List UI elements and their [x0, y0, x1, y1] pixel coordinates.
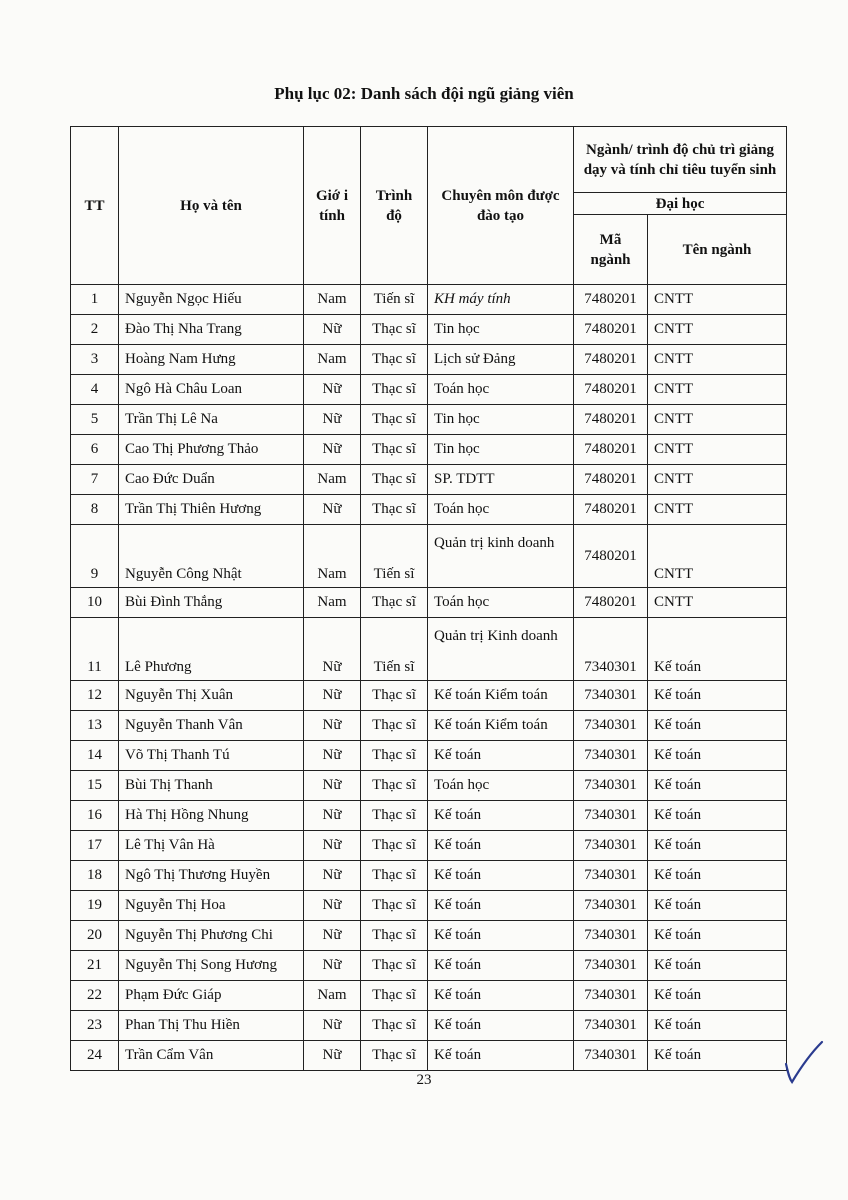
cell-level: Thạc sĩ: [361, 1011, 428, 1041]
cell-tt: 7: [71, 465, 119, 495]
cell-tt: 5: [71, 405, 119, 435]
cell-specialty: Kế toán Kiểm toán: [428, 681, 574, 711]
cell-specialty: Kế toán: [428, 981, 574, 1011]
cell-name: Nguyễn Công Nhật: [119, 525, 304, 588]
cell-major: CNTT: [648, 315, 787, 345]
cell-major: CNTT: [648, 588, 787, 618]
cell-code: 7480201: [574, 285, 648, 315]
header-gender: Giớ i tính: [304, 127, 361, 285]
cell-specialty: Tin học: [428, 315, 574, 345]
table-row: [71, 285, 787, 315]
cell-name: Hà Thị Hồng Nhung: [119, 801, 304, 831]
cell-specialty: Tin học: [428, 435, 574, 465]
cell-tt: 13: [71, 711, 119, 741]
cell-major: Kế toán: [648, 1011, 787, 1041]
cell-tt: 6: [71, 435, 119, 465]
cell-gender: Nữ: [304, 1041, 361, 1071]
cell-specialty: Kế toán: [428, 861, 574, 891]
table-row: [71, 891, 787, 921]
cell-code: 7340301: [574, 711, 648, 741]
cell-code: 7340301: [574, 891, 648, 921]
header-level: Trình độ: [361, 127, 428, 285]
cell-major: Kế toán: [648, 711, 787, 741]
cell-major: Kế toán: [648, 681, 787, 711]
cell-level: Thạc sĩ: [361, 801, 428, 831]
cell-specialty: Kế toán: [428, 1011, 574, 1041]
cell-gender: Nữ: [304, 951, 361, 981]
cell-level: Thạc sĩ: [361, 405, 428, 435]
cell-name: Lê Thị Vân Hà: [119, 831, 304, 861]
cell-major: Kế toán: [648, 921, 787, 951]
cell-specialty: Kế toán: [428, 831, 574, 861]
header-name: Họ và tên: [119, 127, 304, 285]
cell-code: 7480201: [574, 525, 648, 588]
cell-major: Kế toán: [648, 981, 787, 1011]
cell-gender: Nữ: [304, 741, 361, 771]
cell-name: Ngô Hà Châu Loan: [119, 375, 304, 405]
table-body: [71, 285, 787, 1071]
cell-specialty: KH máy tính: [428, 285, 574, 315]
cell-tt: 16: [71, 801, 119, 831]
cell-gender: Nữ: [304, 831, 361, 861]
cell-level: Thạc sĩ: [361, 315, 428, 345]
cell-tt: 22: [71, 981, 119, 1011]
header-group: Ngành/ trình độ chủ trì giảng dạy và tính chỉ tiêu tuyển sinh: [574, 127, 787, 193]
cell-level: Thạc sĩ: [361, 495, 428, 525]
cell-code: 7340301: [574, 951, 648, 981]
cell-gender: Nữ: [304, 495, 361, 525]
cell-tt: 1: [71, 285, 119, 315]
cell-specialty: Tin học: [428, 405, 574, 435]
cell-tt: 4: [71, 375, 119, 405]
cell-code: 7340301: [574, 801, 648, 831]
cell-level: Thạc sĩ: [361, 375, 428, 405]
cell-name: Phan Thị Thu Hiền: [119, 1011, 304, 1041]
table-row: [71, 711, 787, 741]
cell-code: 7340301: [574, 1011, 648, 1041]
table-row: [71, 435, 787, 465]
cell-code: 7340301: [574, 618, 648, 681]
table-row: [71, 921, 787, 951]
cell-name: Nguyễn Thị Xuân: [119, 681, 304, 711]
cell-gender: Nữ: [304, 921, 361, 951]
cell-name: Hoàng Nam Hưng: [119, 345, 304, 375]
cell-specialty: Toán học: [428, 375, 574, 405]
cell-tt: 14: [71, 741, 119, 771]
cell-specialty: Lịch sử Đảng: [428, 345, 574, 375]
table-row: [71, 681, 787, 711]
cell-major: Kế toán: [648, 741, 787, 771]
cell-tt: 23: [71, 1011, 119, 1041]
cell-gender: Nam: [304, 981, 361, 1011]
cell-level: Thạc sĩ: [361, 711, 428, 741]
cell-tt: 17: [71, 831, 119, 861]
cell-tt: 21: [71, 951, 119, 981]
cell-specialty: Quản trị kinh doanh: [428, 525, 574, 588]
cell-specialty: Quản trị Kinh doanh: [428, 618, 574, 681]
cell-major: Kế toán: [648, 618, 787, 681]
cell-level: Thạc sĩ: [361, 771, 428, 801]
cell-name: Nguyễn Thị Phương Chi: [119, 921, 304, 951]
cell-code: 7480201: [574, 405, 648, 435]
cell-code: 7480201: [574, 495, 648, 525]
cell-code: 7340301: [574, 741, 648, 771]
cell-level: Thạc sĩ: [361, 741, 428, 771]
cell-tt: 19: [71, 891, 119, 921]
cell-name: Phạm Đức Giáp: [119, 981, 304, 1011]
cell-gender: Nữ: [304, 891, 361, 921]
table-row: [71, 1011, 787, 1041]
cell-name: Nguyễn Ngọc Hiếu: [119, 285, 304, 315]
lecturer-table: [70, 126, 787, 1071]
cell-tt: 24: [71, 1041, 119, 1071]
table-row: [71, 831, 787, 861]
cell-specialty: Kế toán Kiểm toán: [428, 711, 574, 741]
table-row: [71, 741, 787, 771]
table-row: [71, 951, 787, 981]
cell-code: 7480201: [574, 435, 648, 465]
cell-level: Tiến sĩ: [361, 618, 428, 681]
cell-level: Thạc sĩ: [361, 981, 428, 1011]
table-row: [71, 981, 787, 1011]
cell-name: Cao Đức Duẩn: [119, 465, 304, 495]
cell-major: CNTT: [648, 345, 787, 375]
table-row: [71, 588, 787, 618]
cell-specialty: Toán học: [428, 771, 574, 801]
cell-level: Thạc sĩ: [361, 1041, 428, 1071]
cell-specialty: Kế toán: [428, 891, 574, 921]
cell-code: 7340301: [574, 681, 648, 711]
cell-code: 7340301: [574, 1041, 648, 1071]
cell-gender: Nam: [304, 465, 361, 495]
cell-name: Nguyễn Thị Song Hương: [119, 951, 304, 981]
table-row: [71, 345, 787, 375]
cell-major: Kế toán: [648, 771, 787, 801]
cell-tt: 3: [71, 345, 119, 375]
cell-code: 7480201: [574, 375, 648, 405]
cell-level: Thạc sĩ: [361, 831, 428, 861]
cell-name: Cao Thị Phương Thảo: [119, 435, 304, 465]
cell-tt: 12: [71, 681, 119, 711]
cell-major: CNTT: [648, 375, 787, 405]
table-row: [71, 465, 787, 495]
cell-specialty: Toán học: [428, 495, 574, 525]
cell-name: Võ Thị Thanh Tú: [119, 741, 304, 771]
cell-level: Tiến sĩ: [361, 285, 428, 315]
cell-name: Nguyễn Thị Hoa: [119, 891, 304, 921]
cell-name: Nguyễn Thanh Vân: [119, 711, 304, 741]
cell-name: Trần Thị Lê Na: [119, 405, 304, 435]
table-row: [71, 618, 787, 681]
cell-tt: 8: [71, 495, 119, 525]
cell-gender: Nam: [304, 588, 361, 618]
header-tt: TT: [71, 127, 119, 285]
cell-tt: 20: [71, 921, 119, 951]
cell-gender: Nữ: [304, 405, 361, 435]
cell-gender: Nữ: [304, 435, 361, 465]
cell-major: CNTT: [648, 495, 787, 525]
cell-gender: Nữ: [304, 861, 361, 891]
cell-gender: Nữ: [304, 315, 361, 345]
cell-level: Thạc sĩ: [361, 465, 428, 495]
cell-name: Đào Thị Nha Trang: [119, 315, 304, 345]
cell-name: Lê Phương: [119, 618, 304, 681]
cell-code: 7340301: [574, 831, 648, 861]
cell-name: Bùi Thị Thanh: [119, 771, 304, 801]
cell-gender: Nữ: [304, 711, 361, 741]
page-number: 23: [416, 1072, 432, 1088]
cell-gender: Nữ: [304, 375, 361, 405]
cell-major: Kế toán: [648, 801, 787, 831]
cell-level: Thạc sĩ: [361, 891, 428, 921]
cell-code: 7480201: [574, 465, 648, 495]
cell-gender: Nữ: [304, 801, 361, 831]
cell-gender: Nam: [304, 525, 361, 588]
table-row: [71, 315, 787, 345]
cell-tt: 11: [71, 618, 119, 681]
page-title: Phụ lục 02: Danh sách đội ngũ giảng viên: [274, 84, 574, 103]
table-row: [71, 1041, 787, 1071]
cell-specialty: Kế toán: [428, 1041, 574, 1071]
cell-name: Trần Cẩm Vân: [119, 1041, 304, 1071]
cell-name: Bùi Đình Thắng: [119, 588, 304, 618]
cell-major: Kế toán: [648, 1041, 787, 1071]
cell-major: Kế toán: [648, 891, 787, 921]
cell-level: Thạc sĩ: [361, 345, 428, 375]
cell-tt: 9: [71, 525, 119, 588]
header-specialty: Chuyên môn được đào tạo: [428, 127, 574, 285]
cell-level: Tiến sĩ: [361, 525, 428, 588]
cell-tt: 18: [71, 861, 119, 891]
cell-major: Kế toán: [648, 951, 787, 981]
cell-code: 7340301: [574, 861, 648, 891]
cell-tt: 15: [71, 771, 119, 801]
cell-code: 7480201: [574, 345, 648, 375]
cell-major: Kế toán: [648, 831, 787, 861]
cell-gender: Nữ: [304, 681, 361, 711]
cell-major: CNTT: [648, 285, 787, 315]
cell-name: Ngô Thị Thương Huyền: [119, 861, 304, 891]
cell-name: Trần Thị Thiên Hương: [119, 495, 304, 525]
cell-major: Kế toán: [648, 861, 787, 891]
cell-specialty: SP. TDTT: [428, 465, 574, 495]
cell-specialty: Toán học: [428, 588, 574, 618]
cell-specialty: Kế toán: [428, 951, 574, 981]
cell-code: 7480201: [574, 588, 648, 618]
table-row: [71, 771, 787, 801]
cell-specialty: Kế toán: [428, 801, 574, 831]
cell-specialty: Kế toán: [428, 741, 574, 771]
cell-gender: Nam: [304, 285, 361, 315]
cell-level: Thạc sĩ: [361, 588, 428, 618]
table-row: [71, 801, 787, 831]
cell-level: Thạc sĩ: [361, 951, 428, 981]
cell-code: 7340301: [574, 921, 648, 951]
cell-gender: Nữ: [304, 1011, 361, 1041]
cell-gender: Nam: [304, 345, 361, 375]
cell-code: 7340301: [574, 981, 648, 1011]
cell-tt: 2: [71, 315, 119, 345]
cell-code: 7480201: [574, 315, 648, 345]
cell-gender: Nữ: [304, 771, 361, 801]
cell-major: CNTT: [648, 435, 787, 465]
table-row: [71, 405, 787, 435]
cell-level: Thạc sĩ: [361, 861, 428, 891]
cell-major: CNTT: [648, 465, 787, 495]
header-major: Tên ngành: [648, 215, 787, 285]
table-row: [71, 861, 787, 891]
header-sub-group: Đại học: [574, 193, 787, 215]
cell-major: CNTT: [648, 405, 787, 435]
cell-gender: Nữ: [304, 618, 361, 681]
cell-major: CNTT: [648, 525, 787, 588]
cell-code: 7340301: [574, 771, 648, 801]
cell-tt: 10: [71, 588, 119, 618]
header-code: Mã ngành: [574, 215, 648, 285]
cell-level: Thạc sĩ: [361, 921, 428, 951]
cell-level: Thạc sĩ: [361, 681, 428, 711]
cell-specialty: Kế toán: [428, 921, 574, 951]
table-row: [71, 495, 787, 525]
table-row: [71, 375, 787, 405]
cell-level: Thạc sĩ: [361, 435, 428, 465]
table-row: [71, 525, 787, 588]
handwritten-check-icon: [780, 1038, 826, 1091]
